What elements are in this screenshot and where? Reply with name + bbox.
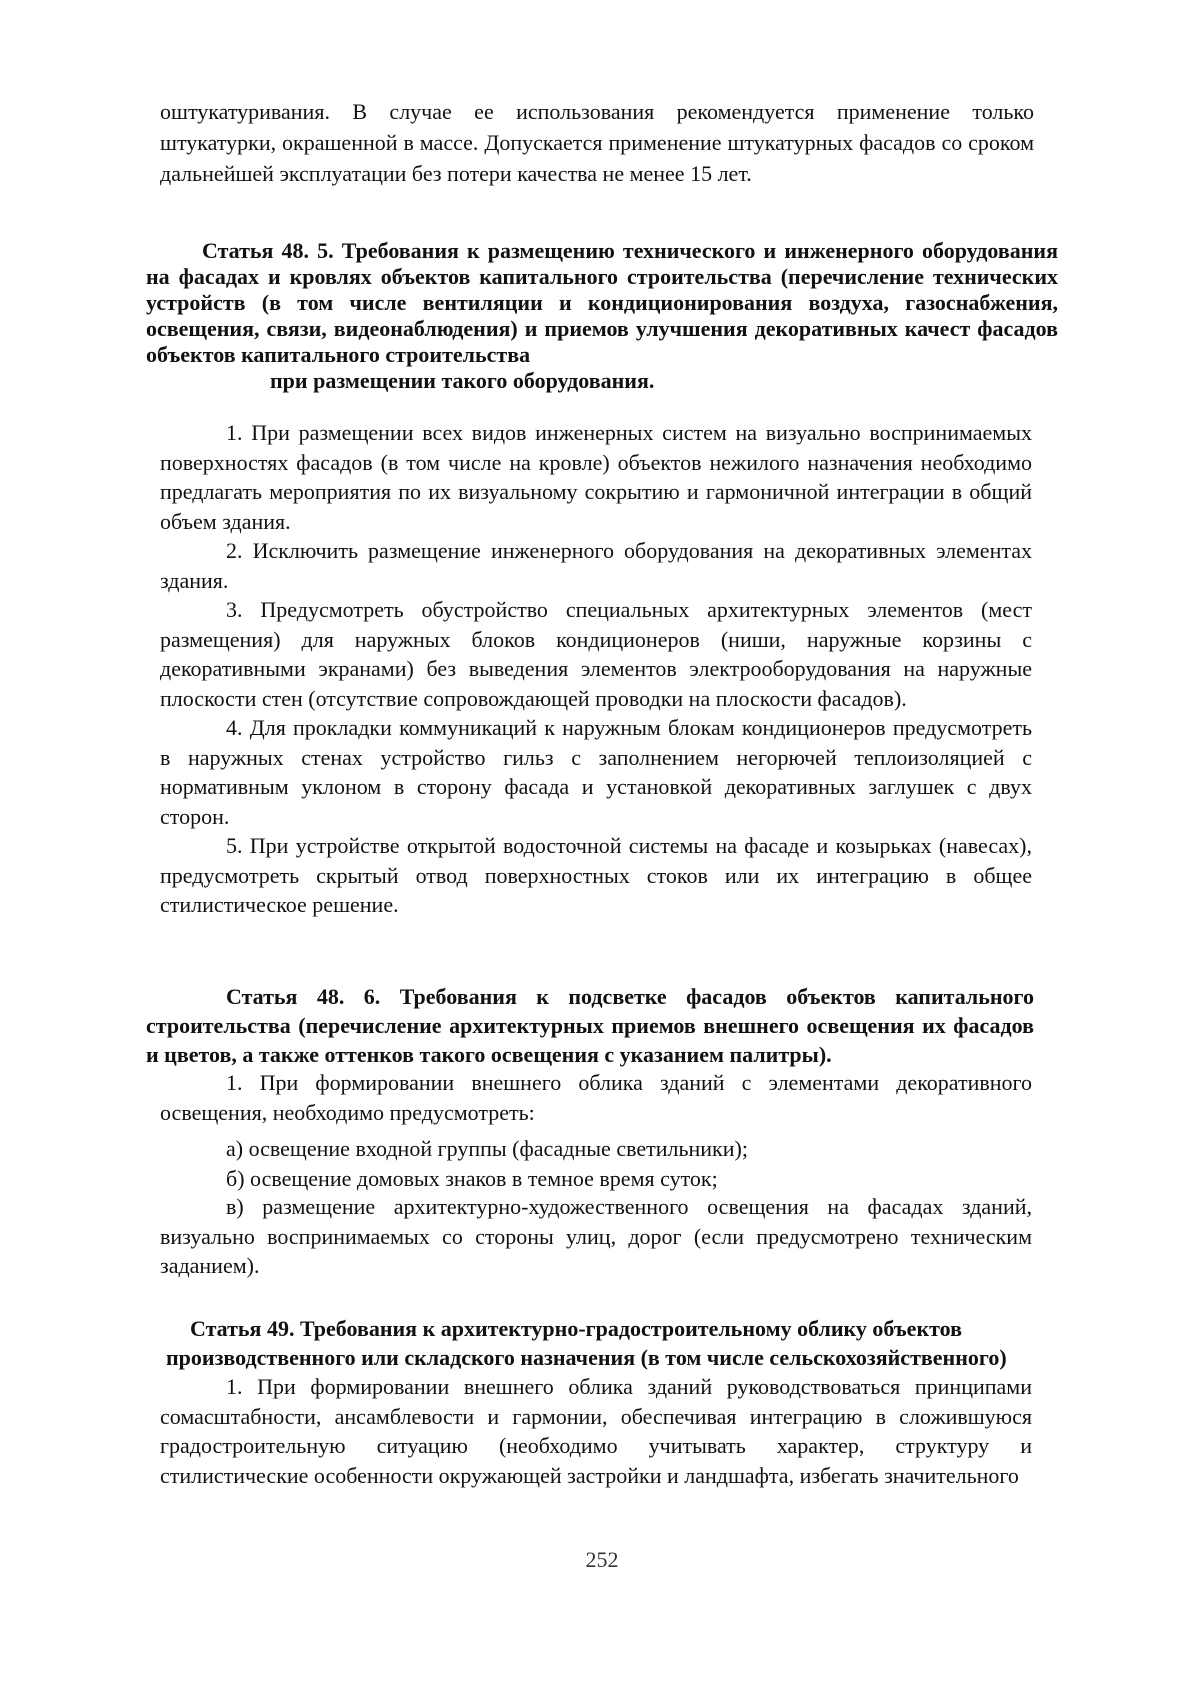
article-48-6-item-1: 1. При формировании внешнего облика зданий с элементами декоративного освещения, необходимо предусмотреть: [160, 1070, 1032, 1125]
article-48-5-heading-tail: при размещении такого оборудования. [270, 368, 655, 393]
page-number: 252 [585, 1547, 619, 1572]
intro-paragraph: оштукатуривания. В случае ее использования рекомендуется применение только штукатурки, окрашенной в массе. Допускается применение штукатурных фасадов со сроком дальнейшей эксплуатации без потери качества не менее 15 лет. [160, 99, 1034, 186]
article-48-5-item-5: 5. При устройстве открытой водосточной системы на фасаде и козырьках (навесах), предусмотреть скрытый отвод поверхностных стоков или их интеграцию в общее стилистическое решение. [160, 833, 1032, 917]
article-48-5-item-1: 1. При размещении всех видов инженерных систем на визуально воспринимаемых поверхностях фасадов (в том числе на кровле) объектов нежилого назначения необходимо предлагать мероприятия по их визуальному сокрытию и гармоничной интеграции в общий объем здания. [160, 420, 1032, 534]
article-48-5-item-4: 4. Для прокладки коммуникаций к наружным блокам кондиционеров предусмотреть в наружных стенах устройство гильз с заполнением негорючей теплоизоляцией с нормативным уклоном в сторону фасада и установкой декоративных заглушек с двух сторон. [160, 715, 1032, 829]
article-48-6-heading: Статья 48. 6. Требования к подсветке фасадов объектов капитального строительства (перечисление архитектурных приемов внешнего освещения их фасадов и цветов, а также оттенков такого освещения с указанием палитры). [146, 984, 1034, 1067]
article-49-heading-line2: производственного или складского назначения (в том числе сельскохозяйственного) [166, 1345, 1007, 1370]
article-48-6-sub-b: б) освещение домовых знаков в темное время суток; [226, 1166, 718, 1191]
article-49-item-1: 1. При формировании внешнего облика зданий руководствоваться принципами сомасштабности, ансамблевости и гармонии, обеспечивая интеграцию в сложившуюся градостроительную ситуацию (необходимо учитывать характер, структуру и стилистические особенности окружающей застройки и ландшафта, избегать значительного [160, 1374, 1032, 1488]
article-48-6-sub-a: а) освещение входной группы (фасадные светильники); [226, 1136, 748, 1161]
article-48-5-heading: Статья 48. 5. Требования к размещению технического и инженерного оборудования на фасадах и кровлях объектов капитального строительства (перечисление технических устройств (в том числе вентиляции и кондиционирования воздуха, газоснабжения, освещения, связи, видеонаблюдения) и приемов улучшения декоративных качест фасадов объектов капитального строительства [146, 238, 1058, 367]
article-48-5-item-3: 3. Предусмотреть обустройство специальных архитектурных элементов (мест размещения) для наружных блоков кондиционеров (ниши, наружные корзины с декоративными экранами) без выведения элементов электрооборудования на наружные плоскости стен (отсутствие сопровождающей проводки на плоскости фасадов). [160, 597, 1032, 711]
article-48-6-sub-c: в) размещение архитектурно-художественного освещения на фасадах зданий, визуально воспринимаемых со стороны улиц, дорог (если предусмотрено техническим заданием). [160, 1194, 1032, 1278]
article-49-heading-line1: Статья 49. Требования к архитектурно-градостроительному облику объектов [190, 1316, 962, 1341]
article-48-5-item-2: 2. Исключить размещение инженерного оборудования на декоративных элементах здания. [160, 538, 1032, 593]
